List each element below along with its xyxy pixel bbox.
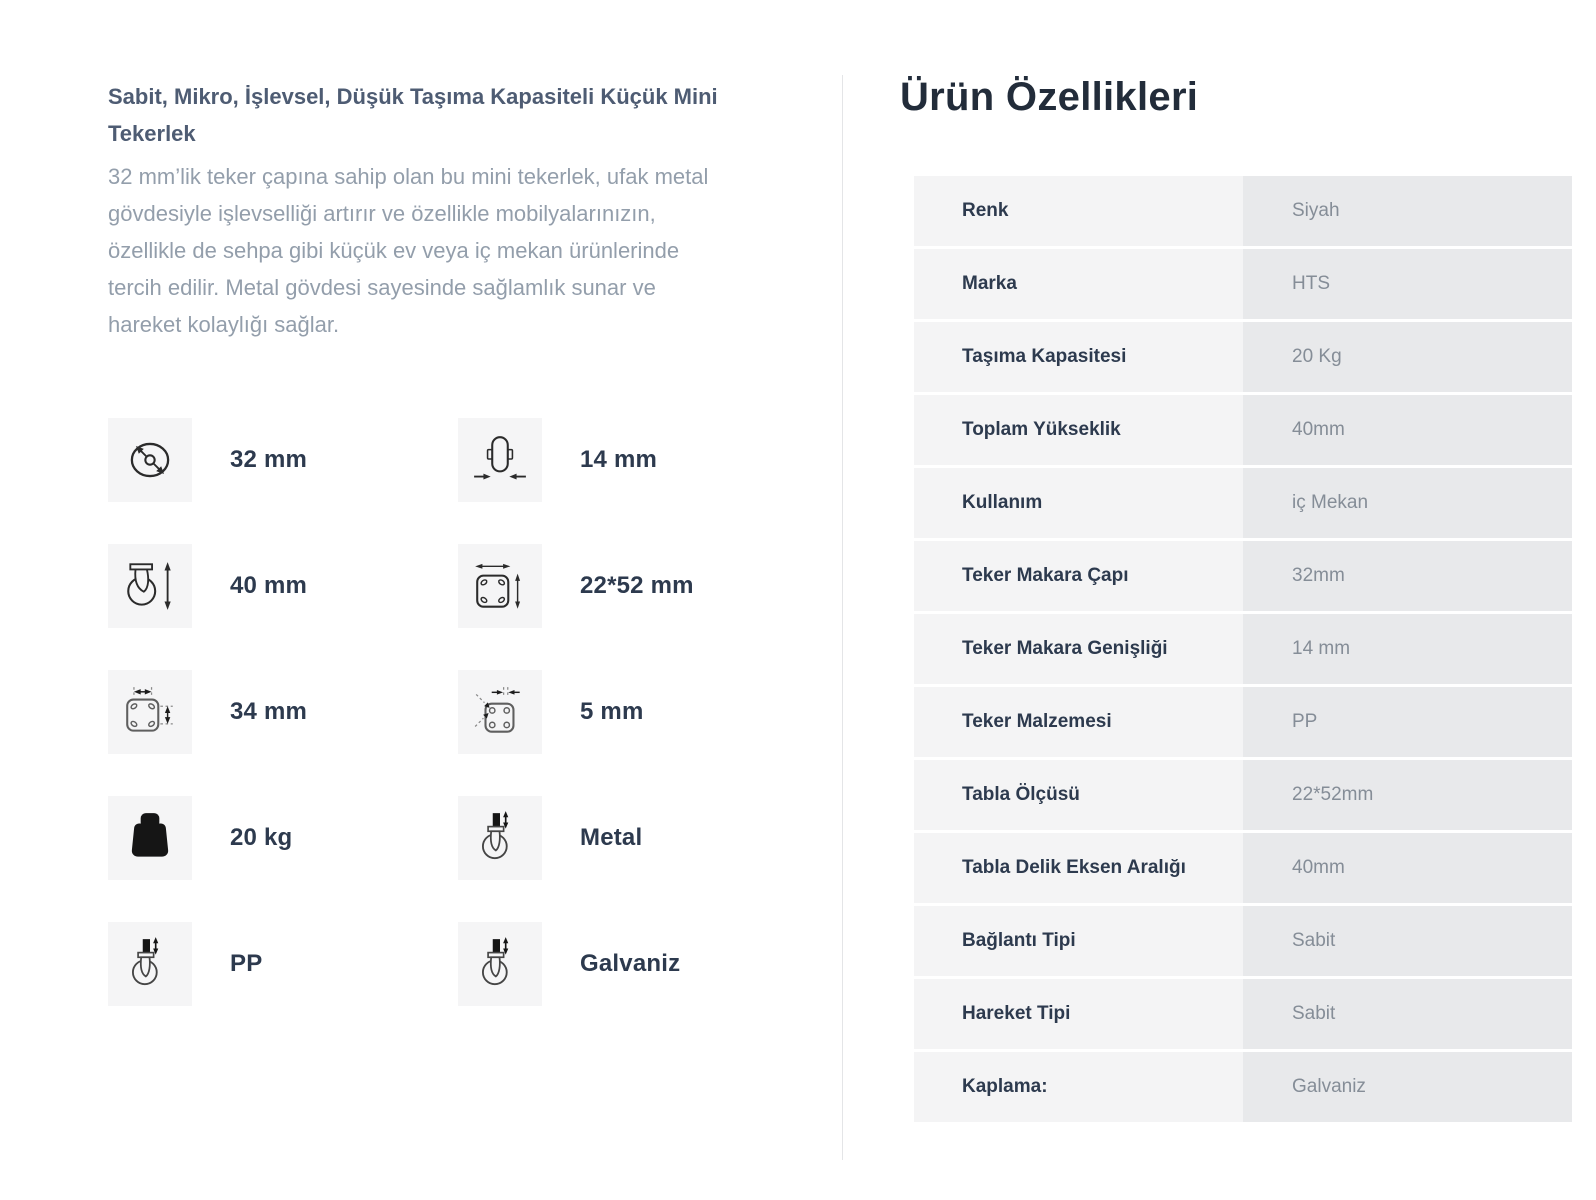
- feature-icon-tile: [458, 418, 542, 502]
- feature-label: 22*52 mm: [580, 572, 694, 599]
- feature-item: [108, 418, 458, 502]
- spec-value: 40mm: [1243, 833, 1572, 903]
- weight-capacity-icon: [121, 809, 179, 867]
- spec-value: 32mm: [1243, 541, 1572, 611]
- spec-value: Sabit: [1243, 906, 1572, 976]
- spec-row: [914, 322, 1572, 392]
- feature-label: 34 mm: [230, 698, 308, 725]
- spec-label: Toplam Yükseklik: [914, 395, 1243, 465]
- feature-item: [458, 544, 808, 628]
- feature-label: 40 mm: [230, 572, 308, 599]
- wheel-diameter-icon: [121, 431, 179, 489]
- spec-label: Bağlantı Tipi: [914, 906, 1243, 976]
- product-title: Sabit, Mikro, İşlevsel, Düşük Taşıma Kapasiteli Küçük Mini Tekerlek: [108, 84, 718, 146]
- feature-icon-grid: [108, 418, 768, 1006]
- feature-icon-tile: [108, 922, 192, 1006]
- spec-value: Sabit: [1243, 979, 1572, 1049]
- spec-value: Siyah: [1243, 176, 1572, 246]
- product-description: 32 mm’lik teker çapına sahip olan bu mini tekerlek, ufak metal gövdesiyle işlevselliği artırır ve özellikle mobilyalarınızın, özellikle de sehpa gibi küçük ev veya iç mekan ürünlerinde tercih edilir. Metal gövdesi sayesinde sağlamlık sunar ve hareket kolaylığı sağlar.: [108, 164, 709, 337]
- body-material-icon: [471, 809, 529, 867]
- spec-label: Kullanım: [914, 468, 1243, 538]
- spec-row: [914, 760, 1572, 830]
- spec-row: [914, 979, 1572, 1049]
- feature-icon-tile: [108, 670, 192, 754]
- feature-label: 32 mm: [230, 446, 308, 473]
- feature-icon-tile: [108, 418, 192, 502]
- spec-row: [914, 833, 1572, 903]
- specs-table: [914, 176, 1572, 1122]
- spec-label: Teker Makara Genişliği: [914, 614, 1243, 684]
- feature-icon-tile: [108, 796, 192, 880]
- spec-label: Teker Malzemesi: [914, 687, 1243, 757]
- spec-label: Taşıma Kapasitesi: [914, 322, 1243, 392]
- specs-heading: Ürün Özellikleri: [900, 75, 1199, 119]
- spec-row: [914, 614, 1572, 684]
- spec-label: Renk: [914, 176, 1243, 246]
- feature-icon-tile: [458, 796, 542, 880]
- feature-item: [108, 796, 458, 880]
- feature-item: [458, 670, 808, 754]
- feature-icon-tile: [458, 544, 542, 628]
- spec-value: 14 mm: [1243, 614, 1572, 684]
- feature-icon-tile: [458, 670, 542, 754]
- feature-label: 20 kg: [230, 824, 293, 851]
- spec-row: [914, 468, 1572, 538]
- hole-spacing-icon: [121, 683, 179, 741]
- spec-row: [914, 395, 1572, 465]
- vertical-divider: [842, 75, 843, 1160]
- total-height-icon: [121, 557, 179, 615]
- spec-row: [914, 176, 1572, 246]
- feature-label: PP: [230, 950, 263, 977]
- spec-row: [914, 687, 1572, 757]
- coating-icon: [471, 935, 529, 993]
- feature-item: [108, 922, 458, 1006]
- spec-row: [914, 1052, 1572, 1122]
- feature-item: [458, 922, 808, 1006]
- spec-label: Teker Makara Çapı: [914, 541, 1243, 611]
- hole-diameter-icon: [471, 683, 529, 741]
- wheel-width-icon: [471, 431, 529, 489]
- feature-icon-tile: [458, 922, 542, 1006]
- feature-label: Galvaniz: [580, 950, 681, 977]
- product-summary-section: [108, 78, 768, 1006]
- spec-label: Tabla Ölçüsü: [914, 760, 1243, 830]
- spec-label: Hareket Tipi: [914, 979, 1243, 1049]
- feature-label: Metal: [580, 824, 643, 851]
- spec-row: [914, 249, 1572, 319]
- spec-row: [914, 906, 1572, 976]
- spec-value: 22*52mm: [1243, 760, 1572, 830]
- feature-icon-tile: [108, 544, 192, 628]
- spec-value: iç Mekan: [1243, 468, 1572, 538]
- spec-label: Tabla Delik Eksen Aralığı: [914, 833, 1243, 903]
- spec-value: Galvaniz: [1243, 1052, 1572, 1122]
- feature-label: 14 mm: [580, 446, 658, 473]
- feature-item: [108, 670, 458, 754]
- spec-value: PP: [1243, 687, 1572, 757]
- spec-row: [914, 541, 1572, 611]
- spec-label: Marka: [914, 249, 1243, 319]
- spec-value: 20 Kg: [1243, 322, 1572, 392]
- spec-value: 40mm: [1243, 395, 1572, 465]
- spec-label: Kaplama:: [914, 1052, 1243, 1122]
- spec-value: HTS: [1243, 249, 1572, 319]
- feature-item: [458, 418, 808, 502]
- feature-item: [458, 796, 808, 880]
- product-specs-section: [900, 75, 1572, 1125]
- feature-label: 5 mm: [580, 698, 644, 725]
- wheel-material-icon: [121, 935, 179, 993]
- feature-item: [108, 544, 458, 628]
- plate-size-icon: [471, 557, 529, 615]
